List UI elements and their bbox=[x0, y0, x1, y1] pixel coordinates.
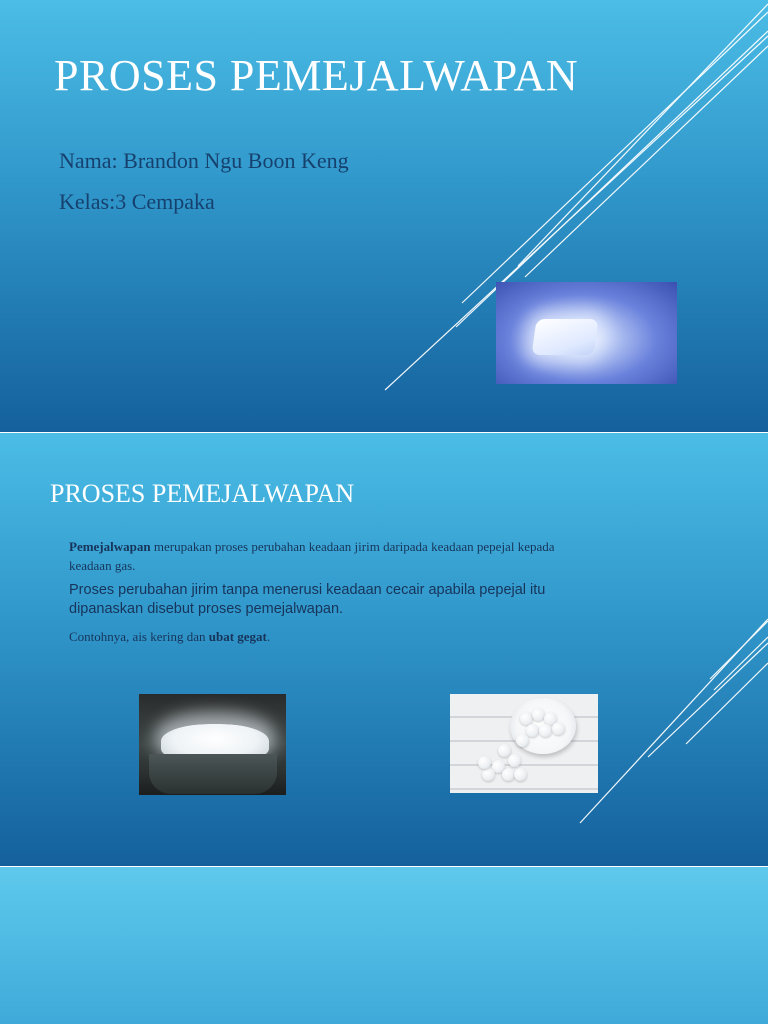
bullet-text: merupakan proses perubahan keadaan jirim daripada keadaan pepejal kepada keadaan gas. bbox=[69, 539, 555, 573]
bullet-term: Pemejalwapan bbox=[69, 539, 151, 554]
content-slide bbox=[0, 433, 768, 867]
bullet-item bbox=[50, 627, 590, 646]
student-class: Kelas:3 Cempaka bbox=[59, 189, 215, 214]
mothballs-image bbox=[450, 694, 598, 793]
dry-ice-image bbox=[496, 282, 677, 384]
pot bbox=[149, 754, 277, 794]
bullet-item bbox=[50, 537, 590, 575]
mothball bbox=[526, 724, 539, 737]
next-slide bbox=[0, 867, 768, 1024]
mothball bbox=[514, 768, 527, 781]
mothball bbox=[516, 734, 529, 747]
mothball bbox=[482, 768, 495, 781]
slide-title: PROSES PEMEJALWAPAN bbox=[50, 479, 355, 508]
dry-ice-pot-image bbox=[139, 694, 286, 795]
dry-ice-cube bbox=[531, 319, 598, 355]
bullet-list bbox=[50, 537, 590, 646]
mothball bbox=[508, 754, 521, 767]
bullet-text: Proses perubahan jirim tanpa menerusi keadaan cecair apabila pepejal itu dipanaskan disebut proses pemejalwapan. bbox=[69, 582, 546, 617]
bullet-item bbox=[50, 581, 590, 619]
mothball bbox=[539, 724, 552, 737]
bullet-text: Contohnya, ais kering dan bbox=[69, 629, 209, 644]
title-slide bbox=[0, 0, 768, 433]
slide-title: PROSES PEMEJALWAPAN bbox=[54, 51, 579, 100]
bullet-text: . bbox=[266, 629, 271, 644]
mothball bbox=[478, 756, 491, 769]
mothball bbox=[552, 722, 565, 735]
bullet-term: ubat gegat bbox=[208, 629, 267, 644]
student-name: Nama: Brandon Ngu Boon Keng bbox=[59, 148, 349, 173]
